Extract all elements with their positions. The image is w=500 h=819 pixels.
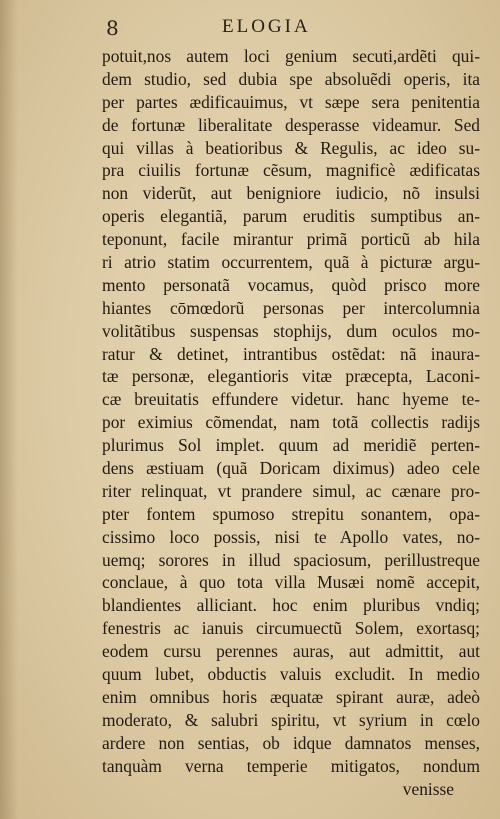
text-line: per partes ædificauimus, vt sæpe sera penitentia [102,91,480,112]
text-line: pra ciuilis fortunæ cẽsum, magnificè ædificatas [102,160,480,181]
text-line: operis elegantiã, parum eruditis sumptibus an- [102,206,480,227]
text-line: por eximius cõmendat, nam totã collectis radijs [102,412,480,433]
text-line: tanquàm verna temperie mitigatos, nondum [102,755,480,776]
text-line: volitãtibus suspensas stophijs, dum oculos mo- [102,320,480,341]
text-line: ri atrio statim occurrentem, quã à picturæ argu- [102,252,480,273]
text-line: non viderũt, aut benigniore iudicio, nõ insulsi [102,183,480,204]
text-line: plurimus Sol implet. quum ad meridiẽ perten- [102,435,480,456]
text-line: de fortunæ liberalitate desperasse videamur. Sed [102,114,480,135]
text-line: tæ personæ, elegantioris vitæ præcepta, Laconi- [102,366,480,387]
page-header [0,14,500,44]
text-line: pter fontem spumoso strepitu sonantem, opa- [102,503,480,524]
catchword: venisse [402,778,454,799]
text-line: ratur & detinet, intrantibus ostẽdat: nã inaura- [102,343,480,364]
text-line: conclaue, à quo tota villa Musæi nomẽ accepit, [102,572,480,593]
text-line: quum lubet, obductis valuis excludit. In medio [102,664,480,685]
text-line: teponunt, facile mirantur primã porticũ ab hila [102,229,480,250]
text-line: cæ breuitatis effundere videtur. hanc hyeme te- [102,389,480,410]
text-line: moderato, & salubri spiritu, vt syrium in cœlo [102,709,480,730]
text-line: potuit,nos autem loci genium secuti,ardẽti qui- [102,46,480,66]
text-line: mento personatã vocamus, quòd prisco more [102,274,480,295]
text-line: enim omnibus horis æquatæ spirant auræ, adeò [102,686,480,707]
text-line: riter relinquat, vt prandere simul, ac cænare pro- [102,480,480,501]
text-line: eodem cursu perennes auras, aut admittit, aut [102,641,480,662]
text-line: ardere non sentias, ob idque damnatos menses, [102,732,480,753]
running-head: ELOGIA [222,16,311,37]
body-text [102,45,480,800]
text-line: hiantes cōmœdorũ personas per intercolumnia [102,297,480,318]
text-line: dem studio, sed dubia spe absoluẽdi operis, ita [102,68,480,89]
text-line: fenestris ac ianuis circumuectũ Solem, exortasq; [102,618,480,639]
text-line: qui villas à beatioribus & Regulis, ac ideo su- [102,137,480,158]
text-line: cissimo loco possis, nisi te Apollo vates, no- [102,526,480,547]
text-line: dens æstiuam (quã Doricam diximus) adeo cele [102,458,480,479]
text-line: blandientes alliciant. hoc enim pluribus vndiq; [102,595,480,616]
page-number: 8 [106,16,119,40]
text-line: uemq; sorores in illud spaciosum, perillustreque [102,549,480,570]
